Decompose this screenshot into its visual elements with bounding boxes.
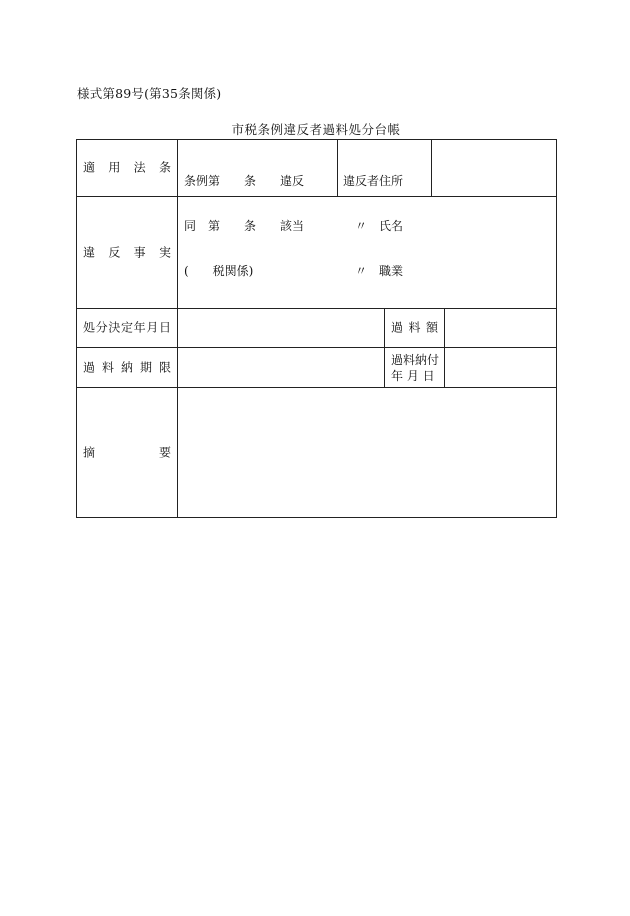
payment-deadline-field[interactable] [177,347,385,388]
form-number: 様式第89号(第35条関係) [77,86,222,101]
decision-date-field[interactable] [177,308,385,348]
violation-facts-label: 違 反 事 実 [83,245,171,259]
law-line-2: 同 第 条 該当 [184,219,305,233]
violator-info-field[interactable] [431,139,557,197]
payment-date-label [391,352,440,384]
payment-deadline-label: 過 料 納 期 限 [83,360,171,374]
law-line-1: 条例第 条 違反 [184,174,305,188]
payment-date-label-line-1: 過料納付 [391,353,440,367]
remarks-label: 摘 要 [83,445,171,459]
applicable-law-field[interactable] [177,139,338,278]
fine-amount-label-cell [384,308,445,348]
fine-amount-label: 過 料 額 [391,320,438,335]
decision-date-label-cell [76,308,178,348]
decision-date-label: 処分決定年月日 [83,320,171,335]
violator-occupation-label: 〃 職業 [343,264,404,278]
applicable-law-label: 適 用 法 条 [83,160,171,175]
remarks-label-cell [76,387,178,518]
applicable-law-label-cell [76,139,178,197]
payment-date-label-line-2: 年 月 日 [391,369,435,383]
fine-amount-field[interactable] [444,308,557,348]
violator-name-label: 〃 氏名 [343,219,404,233]
payment-deadline-label-cell [76,347,178,388]
remarks-field[interactable] [177,387,557,518]
payment-date-field[interactable] [444,347,557,388]
violation-facts-field[interactable] [177,196,557,309]
form-title: 市税条例違反者過料処分台帳 [231,122,401,137]
violation-facts-label-cell [76,196,178,309]
violator-address-label: 違反者住所 [343,174,404,188]
payment-date-label-cell [384,347,445,388]
law-line-3: ( 税関係) [184,264,254,278]
violator-info-label-cell [337,139,432,278]
